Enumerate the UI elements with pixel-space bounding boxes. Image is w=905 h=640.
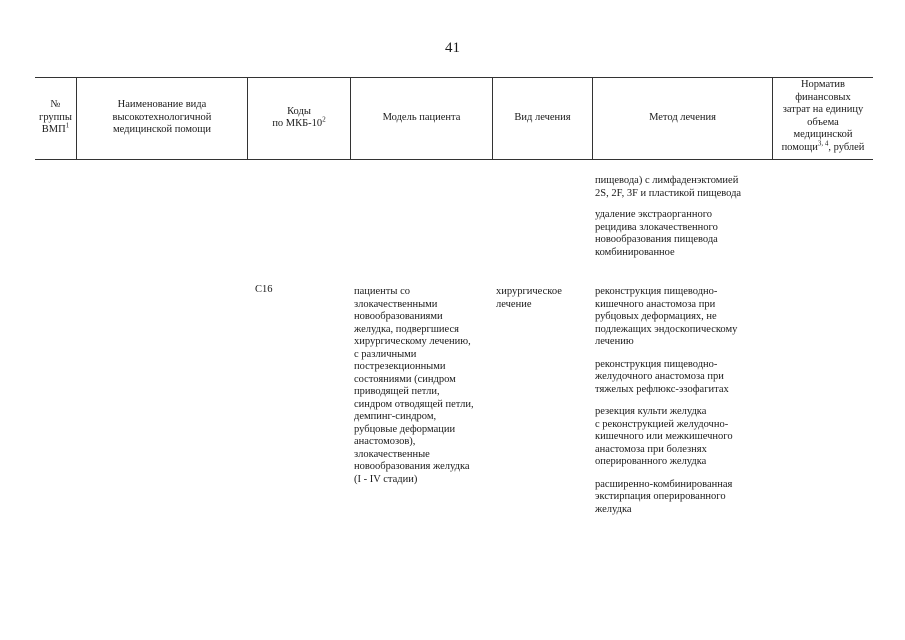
- continued-methods: [595, 175, 775, 268]
- header-care-type: Наименование вида высокотехнологичной медицинской помощи: [112, 99, 212, 136]
- method-item: реконструкция пищеводно- желудочного анастомоза при тяжелых рефлюкс-эзофагитах: [595, 358, 729, 395]
- method-item: реконструкция пищеводно- кишечного анастомоза при рубцовых деформациях, не подлежащих эндоскопическому лечению: [595, 286, 738, 347]
- header-treatment-method: Метод лечения: [649, 111, 716, 123]
- header-cost-standard: Норматив финансовых затрат на единицу объема медицинской помощи$^{3, 4}$, рублей: [781, 79, 865, 153]
- header-treatment-type: Вид лечения: [514, 111, 571, 123]
- patient-model: пациенты со злокачественными новообразованиями желудка, подвергшиеся хирургическому лечению, с различными пострезекционными состояниями (синдром приводящей петли, синдром отводящей петли, демпинг-синдром, рубцовые деформации анастомозов), злокачественные новообразования желудка (I - IV стадии): [354, 286, 474, 485]
- header-patient-model: Модель пациента: [382, 111, 461, 123]
- treatment-type: хирургическое лечение: [496, 286, 562, 310]
- header-group-number: № группы ВМП$^1$: [39, 99, 72, 136]
- icd-code: C16: [255, 284, 273, 295]
- method-item: удаление экстраорганного рецидива злокачественного новообразования пищевода комбинированное: [595, 209, 718, 258]
- page-number: 41: [445, 40, 460, 56]
- method-item: пищевода) с лимфаденэктомией 2S, 2F, 3F и пластикой пищевода: [595, 175, 742, 199]
- header-icd-codes: Коды по МКБ-$10^2$: [272, 105, 326, 129]
- header-bottom-rule: [35, 159, 873, 160]
- method-item: расширенно-комбинированная экстирпация оперированного желудка: [595, 478, 733, 515]
- method-item: резекция культи желудка с реконструкцией желудочно- кишечного или межкишечного анастомоза при болезнях оперированного желудка: [595, 406, 733, 467]
- treatment-methods: [595, 286, 775, 525]
